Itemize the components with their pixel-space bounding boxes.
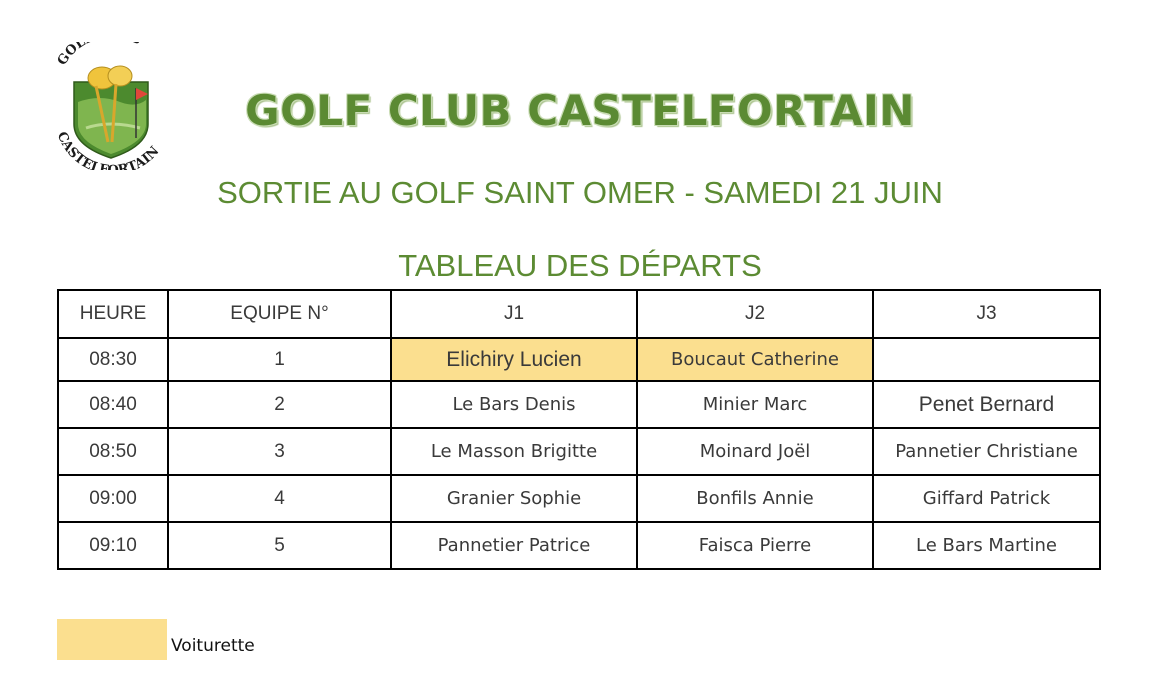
legend-swatch — [57, 619, 167, 660]
header-j2: J2 — [637, 290, 873, 338]
table-row — [58, 338, 1100, 381]
table-title: TABLEAU DES DÉPARTS — [398, 248, 762, 283]
cell-equipe: 3 — [168, 428, 391, 475]
club-title: GOLF CLUB CASTELFORTAIN — [245, 86, 915, 135]
cell-equipe: 5 — [168, 522, 391, 569]
header-heure: HEURE — [58, 290, 168, 338]
cell-j3 — [873, 338, 1100, 381]
table-row — [58, 475, 1100, 522]
cell-heure: 09:00 — [58, 475, 168, 522]
cell-j3: Giffard Patrick — [873, 475, 1100, 522]
header-j1: J1 — [391, 290, 637, 338]
cell-j2: Faisca Pierre — [637, 522, 873, 569]
cell-j1: Pannetier Patrice — [391, 522, 637, 569]
cell-j2: Boucaut Catherine — [637, 338, 873, 381]
cell-heure: 08:50 — [58, 428, 168, 475]
table-row — [58, 522, 1100, 569]
cell-j3: Pannetier Christiane — [873, 428, 1100, 475]
cell-j3: Le Bars Martine — [873, 522, 1100, 569]
departure-table — [57, 289, 1101, 570]
cell-j1: Le Masson Brigitte — [391, 428, 637, 475]
cell-equipe: 2 — [168, 381, 391, 428]
cell-heure: 08:30 — [58, 338, 168, 381]
cell-heure: 09:10 — [58, 522, 168, 569]
cell-j2: Moinard Joël — [637, 428, 873, 475]
cell-j2: Bonfils Annie — [637, 475, 873, 522]
table-row — [58, 428, 1100, 475]
event-subtitle: SORTIE AU GOLF SAINT OMER - SAMEDI 21 JUIN — [217, 175, 943, 210]
cell-equipe: 4 — [168, 475, 391, 522]
legend-label: Voiturette — [171, 636, 255, 656]
cell-j1: Granier Sophie — [391, 475, 637, 522]
cell-j3: Penet Bernard — [873, 381, 1100, 428]
cell-j2: Minier Marc — [637, 381, 873, 428]
club-logo — [50, 42, 174, 170]
logo-top-text: GOL — [54, 42, 89, 69]
table-header-row — [58, 290, 1100, 338]
header-j3: J3 — [873, 290, 1100, 338]
cell-j1: Le Bars Denis — [391, 381, 637, 428]
golf-club-seal-icon — [50, 42, 174, 170]
header-equipe: EQUIPE N° — [168, 290, 391, 338]
cell-j1: Elichiry Lucien — [391, 338, 637, 381]
cell-heure: 08:40 — [58, 381, 168, 428]
table-row — [58, 381, 1100, 428]
logo-bottom-text: CASTELF RTAIN — [53, 129, 163, 170]
cell-equipe: 1 — [168, 338, 391, 381]
